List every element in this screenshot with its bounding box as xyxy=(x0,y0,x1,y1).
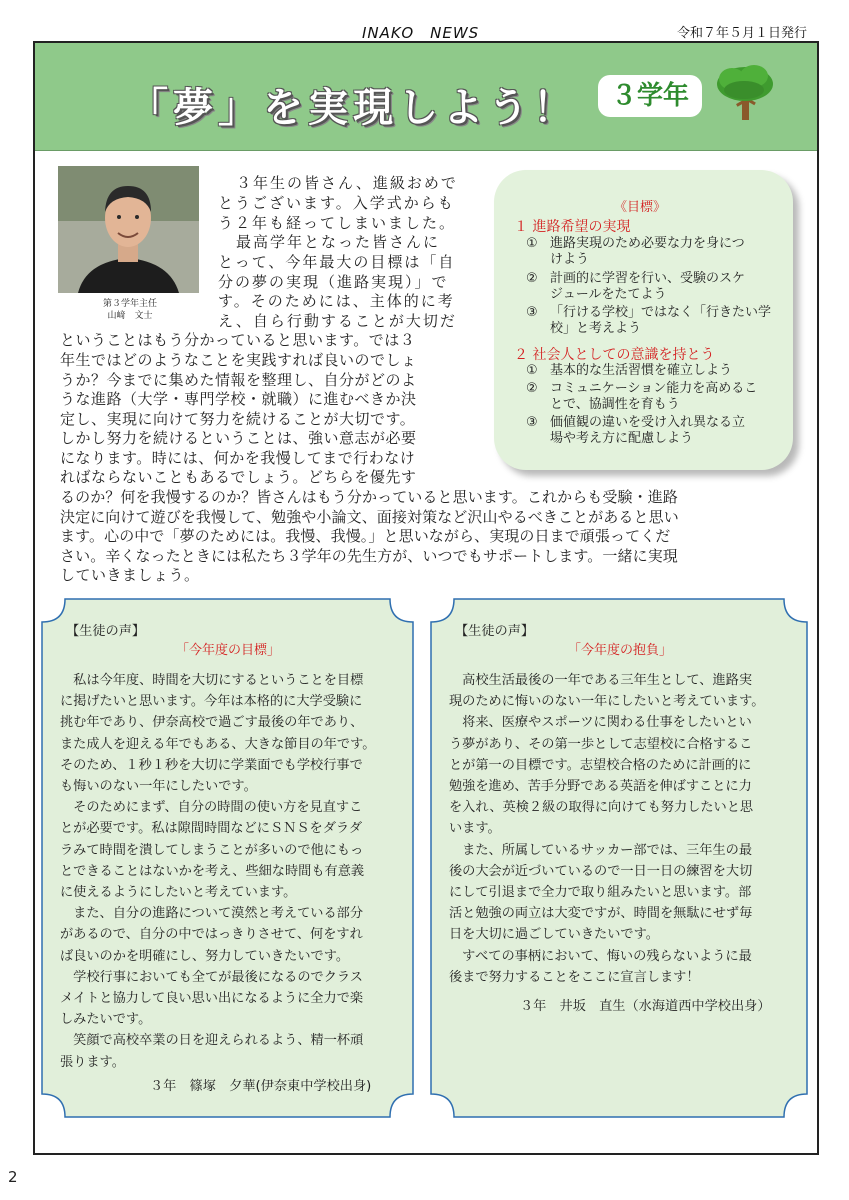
intro-line: ます。心の中で「夢のためには。我慢、我慢。」と思いながら、実現の日まで頑張ってくだ xyxy=(60,527,671,545)
intro-line: 最高学年となった皆さんに xyxy=(236,233,441,251)
tree-icon xyxy=(714,62,776,122)
goal-item-cont: 場や考え方に配慮しよう xyxy=(550,431,694,446)
voice-line: 勉強を進め、苦手分野である英語を伸ばすことに力 xyxy=(449,779,752,795)
goal-number: ③ xyxy=(526,415,538,430)
goal-number: ③ xyxy=(526,305,538,320)
intro-line: う２年も経ってしまいました。 xyxy=(218,214,457,232)
teacher-photo xyxy=(58,166,199,293)
intro-line: ということはもう分かっていると思います。では３ xyxy=(60,331,416,349)
goal-item: 価値観の違いを受け入れ異なる立 xyxy=(550,415,746,430)
voice-label: 【生徒の声】 xyxy=(66,624,146,639)
voice-signature: ３年 篠塚 夕華(伊奈東中学校出身) xyxy=(150,1079,372,1094)
voice-title: 「今年度の目標」 xyxy=(176,643,281,658)
voice-label: 【生徒の声】 xyxy=(455,624,535,639)
voice-line: います。 xyxy=(449,821,501,837)
voice-line: また、自分の進路について漠然と考えている部分 xyxy=(60,906,364,922)
voice-line: とが第一の目標です。志望校合格のために計画的に xyxy=(449,757,752,773)
goal-item: コミュニケーション能力を高めるこ xyxy=(550,381,758,396)
issue-date: 令和７年５月１日発行 xyxy=(677,26,808,41)
goal-number: ② xyxy=(526,381,538,396)
page-number: 2 xyxy=(8,1168,18,1186)
voice-line: 高校生活最後の一年である三年生として、進路実 xyxy=(449,673,753,688)
intro-line: さい。辛くなったときには私たち３学年の先生方が、いつでもサポートします。一緒に実現 xyxy=(60,547,678,565)
intro-line: ３年生の皆さん、進級おめで xyxy=(236,174,458,192)
voice-line: メイトと協力して良い思い出になるように全力で楽 xyxy=(60,991,364,1007)
voice-line: 活と勉強の両立は大変ですが、時間を無駄にせず毎 xyxy=(449,906,753,922)
intro-line: え、自ら行動することが大切だ xyxy=(218,312,457,330)
voice-line: う夢があり、その第一歩として志望校に合格するこ xyxy=(449,736,753,752)
voice-line: があるので、自分の中ではっきりさせて、何をすれ xyxy=(60,927,363,943)
intro-line: していきましょう。 xyxy=(60,566,200,584)
voice-line: 笑顔で高校卒業の日を迎えられるよう、精一杯頑 xyxy=(60,1033,364,1049)
goal-item-cont: けよう xyxy=(550,252,590,267)
goals-heading: 《目標》 xyxy=(614,200,667,215)
intro-line: になります。時には、何かを我慢してまで行わなけ xyxy=(60,449,416,467)
goals-section-2: ２ 社会人としての意識を持とう xyxy=(514,347,715,363)
voice-line: そのためにまず、自分の時間の使い方を見直すこ xyxy=(60,800,363,816)
teacher-role: 第３学年主任 xyxy=(102,299,157,309)
goal-number: ② xyxy=(526,271,538,286)
voice-line: すべての事柄において、悔いの残らないように最 xyxy=(449,948,752,964)
goal-item: 進路実現のため必要な力を身につ xyxy=(550,236,745,251)
intro-line: とって、今年最大の目標は「自 xyxy=(218,253,456,271)
voice-line: ラみて時間を潰してしまうことが多いので他にもっ xyxy=(60,842,364,858)
voice-line: とできることはないかを考え、些細な時間も有意義 xyxy=(60,863,365,879)
goals-section-1: １ 進路希望の実現 xyxy=(514,219,631,235)
goal-number: ① xyxy=(526,363,538,378)
voice-line: 私は今年度、時間を大切にするということを目標 xyxy=(60,673,364,688)
intro-line: す。そのためには、主体的に考 xyxy=(218,292,455,310)
goal-item: 「行ける学校」ではなく「行きたい学 xyxy=(550,305,772,320)
voice-line: そのため、１秒１秒を大切に学業面でも学校行事で xyxy=(60,757,363,773)
newsletter-name: INAKO NEWS xyxy=(362,24,480,42)
intro-line: 分の夢の実現（進路実現）」で xyxy=(218,273,449,291)
intro-line: しかし努力を続けるということは、強い意志が必要 xyxy=(60,429,417,447)
voice-line: とが必要です。私は隙間時間などにＳＮＳをダラダ xyxy=(60,821,363,837)
voice-line: に掲げたいと思います。今年は本格的に大学受験に xyxy=(60,694,363,710)
teacher-name: 山﨑 文士 xyxy=(107,311,153,321)
voice-signature: ３年 井坂 直生（水海道西中学校出身） xyxy=(520,999,771,1014)
intro-line: 決定に向けて遊びを我慢して、勉強や小論文、面接対策など沢山やるべきことがあると思い xyxy=(60,508,679,526)
goal-item-cont: ジュールをたてよう xyxy=(550,287,667,302)
voice-line: も悔いのない一年にしたいです。 xyxy=(60,779,257,795)
goal-item-cont: とで、協調性を育もう xyxy=(550,397,680,412)
voice-title: 「今年度の抱負」 xyxy=(568,643,673,658)
voice-line: に使えるようにしたいと考えています。 xyxy=(60,885,297,901)
intro-line: うな進路（大学・専門学校・就職）に進むべきか決 xyxy=(60,390,417,408)
voice-line: しみたいです。 xyxy=(60,1012,152,1028)
intro-line: 年生ではどのようなことを実践すれば良いのでしょ xyxy=(60,351,417,369)
voice-line: 挑む年であり、伊奈高校で過ごす最後の年であり、 xyxy=(60,715,364,731)
voice-line: また、所属しているサッカー部では、三年生の最 xyxy=(449,842,753,858)
voice-line: 現のために悔いのない一年にしたいと考えています。 xyxy=(449,694,765,710)
grade-badge: ３学年 xyxy=(598,75,702,117)
intro-line: 定し、実現に向けて努力を続けることが大切です。 xyxy=(60,410,416,428)
goal-item-cont: 校」と考えよう xyxy=(550,321,642,336)
voice-line: 学校行事においても全てが最後になるのでクラス xyxy=(60,969,363,985)
goal-number: ① xyxy=(526,236,538,251)
voice-left-body xyxy=(60,670,375,1073)
voice-right-body xyxy=(449,670,764,988)
voice-line: 後の大会が近づいているので一日一日の練習を大切 xyxy=(449,863,753,879)
voice-line: 張ります。 xyxy=(60,1054,125,1070)
voice-line: 後まで努力することをここに宣言します！ xyxy=(449,969,700,985)
voice-line: ば良いのかを明確にし、努力していきたいです。 xyxy=(60,948,350,964)
intro-line: るのか？何を我慢するのか？皆さんはもう分かっていると思います。これからも受験・進路 xyxy=(60,488,678,506)
page-title: 「夢」を実現しよう！ xyxy=(128,85,578,131)
voice-line: また成人を迎える年でもある、大きな節目の年です。 xyxy=(60,736,376,752)
intro-line: ればならないこともあるでしょう。どちらを優先す xyxy=(60,468,417,486)
voice-line: にして引退まで全力で取り組みたいと思います。部 xyxy=(449,885,752,901)
intro-line: うか？今までに集めた情報を整理し、自分がどのよ xyxy=(60,371,417,389)
voice-line: 将来、医療やスポーツに関わる仕事をしたいとい xyxy=(449,715,752,731)
goal-item: 基本的な生活習慣を確立しよう xyxy=(550,363,733,378)
voice-line: を入れ、英検２級の取得に向けても努力したいと思 xyxy=(449,800,754,816)
voice-line: 日を大切に過ごしていきたいです。 xyxy=(449,927,659,943)
goal-item: 計画的に学習を行い、受験のスケ xyxy=(550,271,746,286)
intro-line: とうございます。入学式からも xyxy=(218,194,455,212)
